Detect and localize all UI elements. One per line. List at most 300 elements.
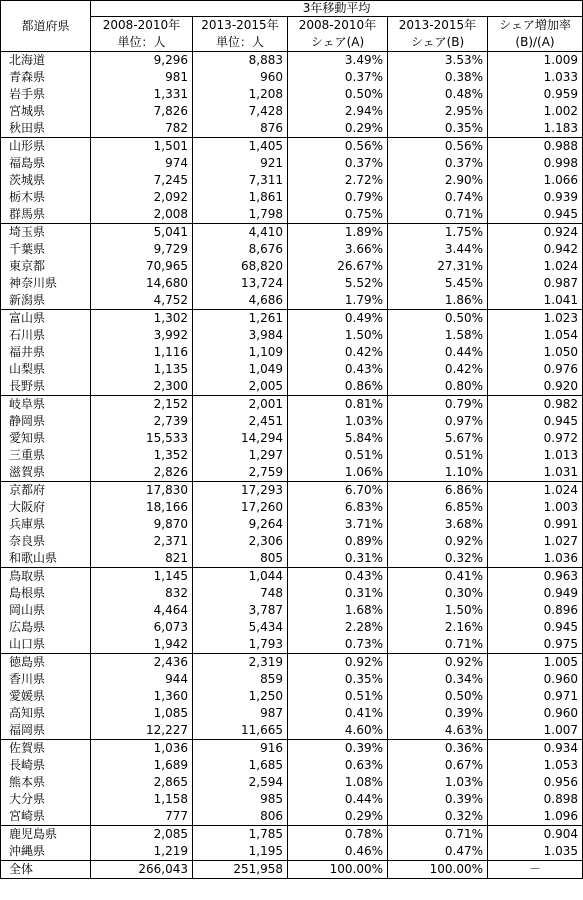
share-ratio-cell: 0.960 (488, 671, 583, 688)
count-2008-2010-cell: 9,296 (91, 52, 193, 70)
share-a-cell: 6.70% (288, 482, 388, 500)
share-b-cell: 0.38% (388, 69, 488, 86)
total-share-ratio-cell: － (488, 861, 583, 879)
count-2013-2015-cell: 13,724 (193, 275, 288, 292)
share-b-cell: 0.32% (388, 808, 488, 826)
share-ratio-cell: 1.009 (488, 52, 583, 70)
share-b-cell: 1.58% (388, 327, 488, 344)
count-2008-2010-cell: 70,965 (91, 258, 193, 275)
count-2013-2015-cell: 806 (193, 808, 288, 826)
share-a-cell: 1.79% (288, 292, 388, 310)
table-row (1, 688, 583, 705)
share-b-cell: 0.47% (388, 843, 488, 861)
share-a-cell: 1.89% (288, 224, 388, 242)
table-row (1, 155, 583, 172)
table-row (1, 740, 583, 758)
prefecture-cell: 福島県 (1, 155, 91, 172)
table-row (1, 224, 583, 242)
total-share-a-cell: 100.00% (288, 861, 388, 879)
count-2013-2015-cell: 2,759 (193, 464, 288, 482)
share-b-cell: 5.45% (388, 275, 488, 292)
share-b-cell: 3.53% (388, 52, 488, 70)
table-row (1, 327, 583, 344)
table-row (1, 396, 583, 414)
share-ratio-cell: 1.033 (488, 69, 583, 86)
share-b-cell: 0.50% (388, 688, 488, 705)
table-header (1, 1, 583, 52)
share-a-cell: 0.29% (288, 120, 388, 138)
prefecture-cell: 千葉県 (1, 241, 91, 258)
share-ratio-cell: 1.005 (488, 654, 583, 672)
table-row (1, 568, 583, 586)
table-row (1, 378, 583, 396)
table-row (1, 774, 583, 791)
share-ratio-cell: 0.945 (488, 619, 583, 636)
share-a-cell: 3.71% (288, 516, 388, 533)
prefecture-cell: 福岡県 (1, 722, 91, 740)
share-a-cell: 0.63% (288, 757, 388, 774)
share-b-cell: 27.31% (388, 258, 488, 275)
count-2008-2010-cell: 832 (91, 585, 193, 602)
table-row (1, 241, 583, 258)
share-a-cell: 0.31% (288, 550, 388, 568)
count-2013-2015-cell: 8,883 (193, 52, 288, 70)
share-ratio-cell: 1.024 (488, 482, 583, 500)
prefecture-cell: 鹿児島県 (1, 826, 91, 844)
count-2013-2015-cell: 2,001 (193, 396, 288, 414)
share-b-cell: 1.75% (388, 224, 488, 242)
count-2013-2015-cell: 921 (193, 155, 288, 172)
share-ratio-cell: 0.956 (488, 774, 583, 791)
count-2013-2015-cell: 985 (193, 791, 288, 808)
count-2013-2015-cell: 987 (193, 705, 288, 722)
share-a-cell: 0.51% (288, 447, 388, 464)
prefecture-cell: 栃木県 (1, 189, 91, 206)
count-2008-2010-cell: 1,360 (91, 688, 193, 705)
prefecture-cell: 秋田県 (1, 120, 91, 138)
count-2013-2015-cell: 1,685 (193, 757, 288, 774)
share-ratio-cell: 0.991 (488, 516, 583, 533)
share-a-cell: 0.37% (288, 69, 388, 86)
share-ratio-cell: 0.934 (488, 740, 583, 758)
share-ratio-cell: 1.050 (488, 344, 583, 361)
table-row (1, 361, 583, 378)
count-2008-2010-cell: 7,245 (91, 172, 193, 189)
share-b-cell: 1.86% (388, 292, 488, 310)
count-2008-2010-cell: 1,352 (91, 447, 193, 464)
table-row (1, 413, 583, 430)
table-row (1, 447, 583, 464)
share-b-cell: 5.67% (388, 430, 488, 447)
prefecture-cell: 滋賀県 (1, 464, 91, 482)
share-a-cell: 1.03% (288, 413, 388, 430)
share-b-cell: 0.51% (388, 447, 488, 464)
count-2013-2015-cell: 1,049 (193, 361, 288, 378)
table-row (1, 516, 583, 533)
prefecture-cell: 長野県 (1, 378, 91, 396)
count-2013-2015-cell: 68,820 (193, 258, 288, 275)
share-a-cell: 0.81% (288, 396, 388, 414)
prefecture-cell: 群馬県 (1, 206, 91, 224)
table-row (1, 585, 583, 602)
share-ratio-cell: 0.920 (488, 378, 583, 396)
prefecture-cell: 三重県 (1, 447, 91, 464)
share-ratio-cell: 0.971 (488, 688, 583, 705)
share-b-cell: 1.03% (388, 774, 488, 791)
column-header-c-period: 2008-2010年 (288, 17, 388, 35)
share-ratio-cell: 0.963 (488, 568, 583, 586)
count-2013-2015-cell: 1,793 (193, 636, 288, 654)
share-b-cell: 2.16% (388, 619, 488, 636)
table-row (1, 791, 583, 808)
share-b-cell: 0.97% (388, 413, 488, 430)
share-ratio-cell: 0.898 (488, 791, 583, 808)
table-row (1, 826, 583, 844)
prefecture-cell: 山形県 (1, 138, 91, 156)
count-2013-2015-cell: 859 (193, 671, 288, 688)
count-2008-2010-cell: 2,008 (91, 206, 193, 224)
count-2008-2010-cell: 15,533 (91, 430, 193, 447)
share-ratio-cell: 1.096 (488, 808, 583, 826)
column-header-e-title: シェア増加率 (488, 17, 583, 35)
total-count-2008-2010-cell: 266,043 (91, 861, 193, 879)
table-row (1, 275, 583, 292)
count-2008-2010-cell: 14,680 (91, 275, 193, 292)
prefecture-cell: 山梨県 (1, 361, 91, 378)
share-a-cell: 2.28% (288, 619, 388, 636)
prefecture-cell: 熊本県 (1, 774, 91, 791)
share-ratio-cell: 1.007 (488, 722, 583, 740)
table-row (1, 499, 583, 516)
prefecture-cell: 埼玉県 (1, 224, 91, 242)
table-row (1, 69, 583, 86)
share-a-cell: 0.73% (288, 636, 388, 654)
count-2008-2010-cell: 2,826 (91, 464, 193, 482)
count-2013-2015-cell: 916 (193, 740, 288, 758)
share-a-cell: 0.39% (288, 740, 388, 758)
share-a-cell: 0.35% (288, 671, 388, 688)
count-2008-2010-cell: 944 (91, 671, 193, 688)
share-ratio-cell: 1.054 (488, 327, 583, 344)
share-b-cell: 1.10% (388, 464, 488, 482)
count-2013-2015-cell: 3,984 (193, 327, 288, 344)
count-2013-2015-cell: 2,005 (193, 378, 288, 396)
prefecture-cell: 神奈川県 (1, 275, 91, 292)
prefecture-cell: 岩手県 (1, 86, 91, 103)
share-a-cell: 0.44% (288, 791, 388, 808)
share-a-cell: 0.50% (288, 86, 388, 103)
prefecture-cell: 奈良県 (1, 533, 91, 550)
count-2013-2015-cell: 1,109 (193, 344, 288, 361)
count-2013-2015-cell: 3,787 (193, 602, 288, 619)
table-row (1, 843, 583, 861)
prefecture-cell: 高知県 (1, 705, 91, 722)
count-2013-2015-cell: 5,434 (193, 619, 288, 636)
prefecture-cell: 佐賀県 (1, 740, 91, 758)
share-b-cell: 3.44% (388, 241, 488, 258)
share-b-cell: 2.90% (388, 172, 488, 189)
prefecture-cell: 宮崎県 (1, 808, 91, 826)
share-b-cell: 6.86% (388, 482, 488, 500)
share-a-cell: 0.29% (288, 808, 388, 826)
share-a-cell: 0.42% (288, 344, 388, 361)
table-row (1, 172, 583, 189)
share-ratio-cell: 1.066 (488, 172, 583, 189)
column-header-d-period: 2013-2015年 (388, 17, 488, 35)
table-row (1, 206, 583, 224)
table-row (1, 344, 583, 361)
count-2008-2010-cell: 3,992 (91, 327, 193, 344)
count-2013-2015-cell: 17,293 (193, 482, 288, 500)
share-b-cell: 0.32% (388, 550, 488, 568)
share-b-cell: 0.50% (388, 310, 488, 328)
count-2013-2015-cell: 960 (193, 69, 288, 86)
count-2008-2010-cell: 1,116 (91, 344, 193, 361)
prefecture-cell: 兵庫県 (1, 516, 91, 533)
share-a-cell: 0.46% (288, 843, 388, 861)
share-a-cell: 0.56% (288, 138, 388, 156)
column-header-b-period: 2013-2015年 (193, 17, 288, 35)
total-count-2013-2015-cell: 251,958 (193, 861, 288, 879)
table-row (1, 619, 583, 636)
share-a-cell: 0.37% (288, 155, 388, 172)
prefecture-cell: 青森県 (1, 69, 91, 86)
share-a-cell: 2.94% (288, 103, 388, 120)
count-2013-2015-cell: 1,250 (193, 688, 288, 705)
share-a-cell: 3.49% (288, 52, 388, 70)
count-2013-2015-cell: 1,861 (193, 189, 288, 206)
share-ratio-cell: 1.036 (488, 550, 583, 568)
count-2008-2010-cell: 2,152 (91, 396, 193, 414)
count-2008-2010-cell: 2,865 (91, 774, 193, 791)
count-2013-2015-cell: 1,261 (193, 310, 288, 328)
count-2008-2010-cell: 1,135 (91, 361, 193, 378)
prefecture-cell: 山口県 (1, 636, 91, 654)
share-b-cell: 0.37% (388, 155, 488, 172)
share-a-cell: 4.60% (288, 722, 388, 740)
group-header-3yr-moving-average: 3年移動平均 (91, 1, 583, 17)
share-a-cell: 0.41% (288, 705, 388, 722)
count-2008-2010-cell: 1,501 (91, 138, 193, 156)
column-header-d-share: シェア(B) (388, 34, 488, 52)
share-ratio-cell: 1.003 (488, 499, 583, 516)
share-ratio-cell: 0.988 (488, 138, 583, 156)
share-ratio-cell: 1.013 (488, 447, 583, 464)
share-b-cell: 0.39% (388, 791, 488, 808)
share-ratio-cell: 1.035 (488, 843, 583, 861)
share-a-cell: 0.49% (288, 310, 388, 328)
count-2008-2010-cell: 821 (91, 550, 193, 568)
prefecture-cell: 大阪府 (1, 499, 91, 516)
count-2013-2015-cell: 2,306 (193, 533, 288, 550)
count-2013-2015-cell: 14,294 (193, 430, 288, 447)
table-row (1, 671, 583, 688)
count-2008-2010-cell: 2,092 (91, 189, 193, 206)
share-a-cell: 0.86% (288, 378, 388, 396)
count-2008-2010-cell: 974 (91, 155, 193, 172)
prefecture-cell: 静岡県 (1, 413, 91, 430)
share-a-cell: 1.08% (288, 774, 388, 791)
share-a-cell: 0.31% (288, 585, 388, 602)
table-row (1, 258, 583, 275)
share-a-cell: 0.43% (288, 568, 388, 586)
share-a-cell: 1.06% (288, 464, 388, 482)
count-2008-2010-cell: 777 (91, 808, 193, 826)
prefecture-cell: 愛媛県 (1, 688, 91, 705)
table-row (1, 120, 583, 138)
share-b-cell: 1.50% (388, 602, 488, 619)
share-a-cell: 1.50% (288, 327, 388, 344)
count-2013-2015-cell: 2,451 (193, 413, 288, 430)
prefecture-cell: 京都府 (1, 482, 91, 500)
table-row (1, 654, 583, 672)
share-ratio-cell: 1.041 (488, 292, 583, 310)
share-b-cell: 0.71% (388, 826, 488, 844)
table-row (1, 482, 583, 500)
share-a-cell: 0.51% (288, 688, 388, 705)
table-row (1, 103, 583, 120)
count-2008-2010-cell: 1,145 (91, 568, 193, 586)
table-row (1, 722, 583, 740)
prefecture-cell: 島根県 (1, 585, 91, 602)
share-b-cell: 2.95% (388, 103, 488, 120)
count-2013-2015-cell: 17,260 (193, 499, 288, 516)
prefecture-cell: 茨城県 (1, 172, 91, 189)
table-row (1, 138, 583, 156)
share-b-cell: 0.42% (388, 361, 488, 378)
count-2008-2010-cell: 2,436 (91, 654, 193, 672)
count-2008-2010-cell: 1,689 (91, 757, 193, 774)
count-2013-2015-cell: 2,594 (193, 774, 288, 791)
share-b-cell: 0.44% (388, 344, 488, 361)
column-header-c-share: シェア(A) (288, 34, 388, 52)
share-ratio-cell: 1.024 (488, 258, 583, 275)
count-2013-2015-cell: 9,264 (193, 516, 288, 533)
share-a-cell: 26.67% (288, 258, 388, 275)
share-a-cell: 1.68% (288, 602, 388, 619)
count-2008-2010-cell: 17,830 (91, 482, 193, 500)
count-2008-2010-cell: 1,219 (91, 843, 193, 861)
share-ratio-cell: 1.027 (488, 533, 583, 550)
share-ratio-cell: 0.904 (488, 826, 583, 844)
count-2008-2010-cell: 1,085 (91, 705, 193, 722)
table-row (1, 86, 583, 103)
prefecture-cell: 福井県 (1, 344, 91, 361)
share-b-cell: 3.68% (388, 516, 488, 533)
count-2008-2010-cell: 18,166 (91, 499, 193, 516)
count-2008-2010-cell: 1,158 (91, 791, 193, 808)
prefecture-cell: 石川県 (1, 327, 91, 344)
total-prefecture-cell: 全体 (1, 861, 91, 879)
count-2013-2015-cell: 1,785 (193, 826, 288, 844)
share-a-cell: 5.84% (288, 430, 388, 447)
table-body (1, 52, 583, 879)
share-b-cell: 0.35% (388, 120, 488, 138)
prefecture-cell: 大分県 (1, 791, 91, 808)
share-ratio-cell: 0.942 (488, 241, 583, 258)
share-ratio-cell: 1.183 (488, 120, 583, 138)
column-header-prefecture: 都道府県 (1, 1, 91, 52)
prefecture-cell: 岡山県 (1, 602, 91, 619)
prefecture-cell: 沖縄県 (1, 843, 91, 861)
share-b-cell: 0.92% (388, 533, 488, 550)
table-row (1, 757, 583, 774)
prefecture-cell: 長崎県 (1, 757, 91, 774)
share-b-cell: 0.92% (388, 654, 488, 672)
prefecture-cell: 徳島県 (1, 654, 91, 672)
count-2013-2015-cell: 4,686 (193, 292, 288, 310)
count-2008-2010-cell: 9,870 (91, 516, 193, 533)
share-ratio-cell: 1.031 (488, 464, 583, 482)
share-ratio-cell: 0.998 (488, 155, 583, 172)
share-ratio-cell: 0.976 (488, 361, 583, 378)
share-a-cell: 0.43% (288, 361, 388, 378)
prefecture-cell: 愛知県 (1, 430, 91, 447)
count-2008-2010-cell: 5,041 (91, 224, 193, 242)
column-header-a-period: 2008-2010年 (91, 17, 193, 35)
column-header-a-unit: 単位：人 (91, 34, 193, 52)
count-2013-2015-cell: 876 (193, 120, 288, 138)
count-2013-2015-cell: 7,311 (193, 172, 288, 189)
count-2008-2010-cell: 1,302 (91, 310, 193, 328)
table-row (1, 52, 583, 70)
count-2013-2015-cell: 8,676 (193, 241, 288, 258)
share-b-cell: 6.85% (388, 499, 488, 516)
prefecture-cell: 北海道 (1, 52, 91, 70)
count-2008-2010-cell: 981 (91, 69, 193, 86)
count-2008-2010-cell: 4,752 (91, 292, 193, 310)
share-b-cell: 0.74% (388, 189, 488, 206)
share-ratio-cell: 1.002 (488, 103, 583, 120)
count-2008-2010-cell: 1,942 (91, 636, 193, 654)
table-row (1, 189, 583, 206)
count-2008-2010-cell: 2,371 (91, 533, 193, 550)
share-a-cell: 0.78% (288, 826, 388, 844)
share-b-cell: 4.63% (388, 722, 488, 740)
share-a-cell: 0.75% (288, 206, 388, 224)
share-a-cell: 2.72% (288, 172, 388, 189)
count-2013-2015-cell: 11,665 (193, 722, 288, 740)
count-2008-2010-cell: 782 (91, 120, 193, 138)
share-ratio-cell: 0.959 (488, 86, 583, 103)
count-2013-2015-cell: 1,195 (193, 843, 288, 861)
share-b-cell: 0.71% (388, 206, 488, 224)
table-row (1, 550, 583, 568)
count-2013-2015-cell: 2,319 (193, 654, 288, 672)
share-ratio-cell: 1.023 (488, 310, 583, 328)
count-2008-2010-cell: 7,826 (91, 103, 193, 120)
share-ratio-cell: 0.945 (488, 413, 583, 430)
prefecture-cell: 岐阜県 (1, 396, 91, 414)
prefecture-cell: 東京都 (1, 258, 91, 275)
table-row (1, 808, 583, 826)
share-b-cell: 0.71% (388, 636, 488, 654)
prefecture-cell: 新潟県 (1, 292, 91, 310)
count-2013-2015-cell: 1,297 (193, 447, 288, 464)
count-2008-2010-cell: 1,036 (91, 740, 193, 758)
column-header-b-unit: 単位：人 (193, 34, 288, 52)
count-2008-2010-cell: 9,729 (91, 241, 193, 258)
count-2008-2010-cell: 12,227 (91, 722, 193, 740)
share-a-cell: 0.92% (288, 654, 388, 672)
share-b-cell: 0.80% (388, 378, 488, 396)
share-ratio-cell: 0.949 (488, 585, 583, 602)
share-ratio-cell: 0.972 (488, 430, 583, 447)
count-2013-2015-cell: 748 (193, 585, 288, 602)
count-2008-2010-cell: 2,085 (91, 826, 193, 844)
count-2013-2015-cell: 1,798 (193, 206, 288, 224)
share-a-cell: 0.79% (288, 189, 388, 206)
